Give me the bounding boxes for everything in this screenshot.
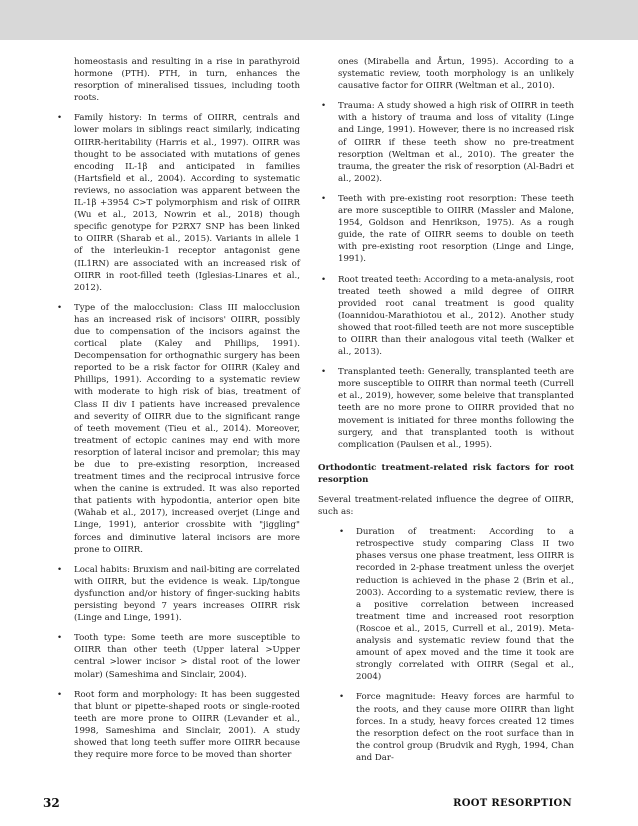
bullet-text: Transplanted teeth: Generally, transplanted teeth are more susceptible to OIIRR than normal teeth (Currell et al., 2019), however, some beleive that transplanted teeth are no more prone to OIIRR provided that no movement is initiated for three months following the surgery, and that transplanted tooth is without complication (Paulsen et al., 1995).: [338, 367, 574, 450]
bullet-local-habits: [54, 564, 300, 624]
bullet-trauma: [318, 100, 574, 185]
bullet-transplanted: [318, 366, 574, 451]
page-footer: [0, 796, 638, 820]
bullet-text: Type of the malocclusion: Class III malocclusion has an increased risk of incisors' OIIRR, possibly due to compensation of the incisors against the cortical plate (Kaley and Phillips, 1991). Decompensation for orthognathic surgery has been reported to be a risk factor for OIIRR (Kaley and Phillips, 1991). According to a systematic review with moderate to high risk of bias, treatment of Class II div I patients have increased prevalence and severity of OIIRR due to the significant range of teeth movement (Tieu et al., 2014). Moreover, treatment of ectopic canines may end with more resorption of lateral incisor and premolar; this may be due to pre-existing resorption, increased treatment times and the reciprocal intrusive force when the canine is extruded. It was also reported that patients with hypodontia, anterior open bite (Wahab et al., 2017), increased overjet (Linge and Linge, 1991), anterior crossbite with "jiggling" forces and diminutive lateral incisors are more prone to OIIRR.: [74, 302, 300, 555]
page-number: 32: [43, 796, 60, 810]
bullet-root-form: [54, 689, 300, 762]
bullet-force-magnitude: [318, 691, 574, 764]
bullet-icon: •: [57, 564, 63, 575]
bullet-text: Trauma: A study showed a high risk of OIIRR in teeth with a history of trauma and loss of vitality (Linge and Linge, 1991). However, there is no increased risk of OIIRR if these teeth show no pre-treatment resorption (Weltman et al., 2010). The greater the trauma, the greater the risk of resorption (Al-Badri et al., 2002).: [338, 101, 574, 184]
bullet-icon: •: [321, 101, 327, 112]
bullet-tooth-type: [54, 632, 300, 680]
bullet-icon: •: [57, 302, 63, 313]
bullet-text: Teeth with pre-existing root resorption: These teeth are more susceptible to OIIRR (Massler and Malone, 1954, Goldson and Henrikson, 1975). As a rough guide, the rate of OIIRR seems to double on teeth with pre-existing root resorption (Linge and Linge, 1991).: [338, 193, 574, 265]
bullet-text: Family history: In terms of OIIRR, centrals and lower molars in siblings react similarly, indicating OIIRR-heritability (Harris et al., 1997). OIIRR was thought to be associated with mutations of genes encoding IL-1β and anticipated in families (Hartsfield et al., 2004). According to systematic reviews, no association was apparent between the IL-1β +3954 C>T polymorphism and risk of OIIRR (Wu et al., 2013, Nowrin et al., 2018) though specific genotype for P2RX7 SNP has been linked to OIIRR (Sharab et al., 2015). Variants in allele 1 of the interleukin-1 receptor antagonist gene (IL1RN) are associated with an increased risk of OIIRR in root-filled teeth (Iglesias-Linares et al., 2012).: [74, 113, 300, 293]
left-column: [54, 56, 300, 761]
bullet-icon: •: [321, 193, 327, 204]
right-column: [318, 56, 574, 764]
bullet-icon: •: [321, 274, 327, 285]
section-intro: Several treatment-related influence the degree of OIIRR, such as:: [318, 495, 574, 518]
bullet-text: Force magnitude: Heavy forces are harmful to the roots, and they cause more OIIRR than light forces. In a study, heavy forces created 12 times the resorption defect on the root surface than in the control group (Brudvik and Rygh, 1994, Chan and Dar-: [356, 692, 574, 763]
bullet-text: Tooth type: Some teeth are more susceptible to OIIRR than other teeth (Upper lateral >Upper central >lower incisor > distal root of the lower molar) (Sameshima and Sinclair, 2004).: [74, 633, 300, 680]
bullet-icon: •: [339, 692, 345, 703]
bullet-icon: •: [57, 113, 63, 124]
right-bullet-list: [318, 100, 574, 451]
bullet-family-history: [54, 112, 300, 293]
right-continuation: ones (Mirabella and Årtun, 1995). According to a systematic review, tooth morphology is an unlikely causative factor for OIIRR (Weltman et al., 2010).: [338, 57, 574, 92]
bullet-text: Local habits: Bruxism and nail-biting are correlated with OIIRR, but the evidence is weak. Lip/tongue dysfunction and/or history of finger-sucking habits persisting beyond 7 years increases OIIRR risk (Linge and Linge, 1991).: [74, 564, 300, 624]
treatment-bullet-list: [318, 526, 574, 764]
bullet-text: Root treated teeth: According to a meta-analysis, root treated teeth showed a mild degree of OIIRR provided root canal treatment is good quality (Ioannidou-Marathiotou et al., 2012). Another study showed that root-filled teeth are not more susceptible to OIIRR than their analogous vital teeth (Walker et al., 2013).: [338, 274, 574, 358]
bullet-duration: [318, 526, 574, 683]
left-bullet-list: [54, 112, 300, 761]
bullet-icon: •: [339, 527, 345, 538]
running-title: ROOT RESORPTION: [453, 798, 572, 809]
bullet-text: Root form and morphology: It has been suggested that blunt or pipette-shaped roots or single-rooted teeth are more prone to OIIRR (Levander et al., 1998, Sameshima and Sinclair, 2001). A study showed that long teeth suffer more OIIRR because they require more force to be moved than shorter: [74, 689, 300, 761]
bullet-icon: •: [57, 689, 63, 700]
bullet-pre-existing-resorption: [318, 193, 574, 266]
section-heading: Orthodontic treatment-related risk factors for root resorption: [318, 462, 574, 485]
bullet-root-treated: [318, 274, 574, 359]
bullet-icon: •: [57, 633, 63, 644]
bullet-text: Duration of treatment: According to a retrospective study comparing Class II two phases versus one phase treatment, less OIIRR is recorded in 2-phase treatment unless the overjet reduction is achieved in the phase 2 (Brin et al., 2003). According to a systematic review, there is a positive correlation between increased treatment time and increased root resorption (Roscoe et al., 2015, Currell et al., 2019). Meta-analysis and systematic review found that the amount of apex moved and the time it took are strongly correlated with OIIRR (Segal et al., 2004): [356, 527, 574, 683]
bullet-malocclusion: [54, 302, 300, 556]
document-page: [0, 40, 638, 826]
left-continuation: homeostasis and resulting in a rise in parathyroid hormone (PTH). PTH, in turn, enhances the resorption of mineralised tissues, including tooth roots.: [74, 57, 300, 104]
bullet-icon: •: [321, 367, 327, 378]
